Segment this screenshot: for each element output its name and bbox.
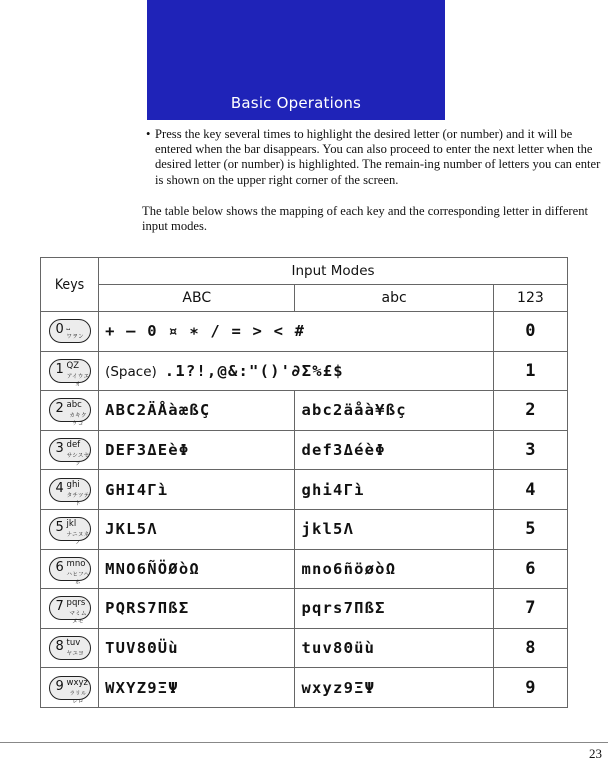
key-cell	[41, 509, 99, 549]
key-kana: タチツテト	[66, 492, 90, 507]
key-cell	[41, 549, 99, 589]
key-letters: QZ	[66, 360, 80, 371]
numeric-character: 3	[525, 440, 536, 461]
phone-key-icon	[49, 676, 91, 705]
lowercase-characters: def3ΔéèΦ	[301, 441, 386, 460]
key-letters: tuv	[66, 638, 81, 649]
table-row	[41, 628, 568, 668]
key-kana: マミムメモ	[69, 611, 87, 626]
table-row	[41, 668, 568, 708]
table-row	[41, 589, 568, 629]
lowercase-characters-cell	[295, 668, 493, 708]
lowercase-characters: ghi4Γì	[301, 480, 365, 499]
numeric-character: 8	[525, 638, 536, 659]
section-title: Basic Operations	[230, 94, 362, 112]
key-kana: ナニヌネノ	[66, 532, 90, 547]
phone-key-icon	[49, 319, 91, 343]
table-intro-paragraph: The table below shows the mapping of each key and the corresponding letter in different input modes.	[142, 204, 589, 234]
table-row	[41, 470, 568, 510]
uppercase-characters: MNO6ÑÖØòΩ	[105, 559, 200, 578]
key-cell	[41, 312, 99, 352]
section-banner	[147, 0, 445, 120]
uppercase-characters-cell	[99, 391, 295, 431]
uppercase-characters: WXYZ9ΞΨ	[105, 678, 179, 697]
table-row	[41, 509, 568, 549]
keys-column-header: Keys	[41, 258, 99, 312]
table-row	[41, 549, 568, 589]
lowercase-characters-cell	[295, 628, 493, 668]
key-kana: ラリルレロ	[69, 690, 87, 705]
phone-key-icon	[49, 359, 91, 388]
key-number: 4	[55, 480, 64, 496]
key-kana: カキクケコ	[69, 413, 87, 428]
key-number: 9	[55, 678, 64, 694]
mode-header-numeric: 123	[493, 285, 567, 312]
key-number: 5	[55, 520, 64, 536]
key-letters: abc	[66, 400, 82, 411]
key-cell	[41, 351, 99, 391]
numeric-character-cell	[493, 509, 567, 549]
mode-characters-cell	[99, 351, 494, 391]
uppercase-characters: + – 0 ¤ ∗ / = > < #	[105, 322, 306, 341]
numeric-character: 7	[525, 598, 536, 619]
key-kana: アイウエオ	[66, 373, 90, 388]
numeric-character-cell	[493, 351, 567, 391]
key-letters: wxyz	[66, 677, 89, 688]
numeric-character: 2	[525, 400, 536, 421]
numeric-character-cell	[493, 430, 567, 470]
key-kana: サシスセソ	[66, 453, 90, 468]
lowercase-characters-cell	[295, 589, 493, 629]
key-mapping-table	[40, 257, 568, 708]
table-row	[41, 312, 568, 352]
numeric-character: 4	[525, 479, 536, 500]
key-kana: ワヲン	[66, 334, 84, 341]
uppercase-characters: TUV8ΘÜù	[105, 639, 179, 658]
key-letters: pqrs	[66, 598, 86, 609]
numeric-character-cell	[493, 589, 567, 629]
uppercase-characters: DEF3ΔEèΦ	[105, 441, 190, 460]
space-label: (Space)	[105, 363, 157, 380]
uppercase-characters: GHI4Γì	[105, 480, 169, 499]
key-cell	[41, 589, 99, 629]
key-number: 3	[55, 441, 64, 457]
key-number: 8	[55, 639, 64, 655]
key-number: 2	[55, 401, 64, 417]
numeric-character-cell	[493, 312, 567, 352]
uppercase-characters-cell	[99, 470, 295, 510]
phone-key-icon	[49, 517, 91, 547]
key-number: 1	[55, 361, 64, 377]
key-cell	[41, 470, 99, 510]
lowercase-characters: abc2äåà¥ßç	[301, 401, 407, 420]
lowercase-characters-cell	[295, 430, 493, 470]
key-cell	[41, 668, 99, 708]
table-row	[41, 351, 568, 391]
lowercase-characters: mno6ñöøòΩ	[301, 559, 397, 578]
lowercase-characters-cell	[295, 549, 493, 589]
key-cell	[41, 628, 99, 668]
phone-key-icon	[49, 636, 91, 660]
key-cell	[41, 391, 99, 431]
key-kana: ハヒフヘホ	[66, 571, 90, 586]
key-mapping-rows	[41, 312, 568, 708]
lowercase-characters: wxyz9ΞΨ	[301, 678, 376, 697]
lowercase-characters: jkl5Λ	[301, 520, 355, 539]
numeric-character: 0	[525, 321, 536, 342]
key-cell	[41, 430, 99, 470]
instruction-bullet	[146, 127, 606, 188]
uppercase-characters: JKL5Λ	[105, 520, 158, 539]
key-number: 0	[55, 322, 64, 338]
footer-divider	[0, 742, 608, 743]
uppercase-characters-cell	[99, 430, 295, 470]
lowercase-characters-cell	[295, 470, 493, 510]
uppercase-characters-cell	[99, 549, 295, 589]
page-number: 23	[589, 746, 602, 761]
key-number: 6	[55, 559, 64, 575]
key-letters: ghi	[66, 479, 80, 490]
lowercase-characters: tuv8Θüù	[301, 639, 376, 658]
numeric-character: 6	[525, 558, 536, 579]
key-number: 7	[55, 599, 64, 615]
mode-header-lowercase: abc	[295, 285, 493, 312]
phone-key-icon	[49, 438, 91, 468]
numeric-character-cell	[493, 470, 567, 510]
bullet-dot-icon: •	[146, 127, 151, 141]
numeric-character-cell	[493, 391, 567, 431]
uppercase-characters-cell	[99, 589, 295, 629]
lowercase-characters-cell	[295, 509, 493, 549]
lowercase-characters: pqrs7ΠßΣ	[301, 599, 386, 618]
uppercase-characters: PQRS7ΠßΣ	[105, 599, 190, 618]
uppercase-characters: ABC2ÄÅàæßÇ	[105, 401, 211, 420]
key-letters: mno	[66, 558, 86, 569]
table-row	[41, 430, 568, 470]
mode-header-uppercase: ABC	[99, 285, 295, 312]
table-row	[41, 391, 568, 431]
numeric-character-cell	[493, 549, 567, 589]
lowercase-characters-cell	[295, 391, 493, 431]
numeric-character-cell	[493, 628, 567, 668]
uppercase-characters-cell	[99, 509, 295, 549]
uppercase-characters-cell	[99, 628, 295, 668]
mode-characters-cell	[99, 312, 494, 352]
bullet-text: Press the key several times to highlight the desired letter (or number) and it will be entered when the bar disappears. You can also proceed to enter the next letter when the desired letter (or number) is highlighted. The remain-ing number of letters you can enter is shown on the upper right corner of the screen.	[155, 127, 601, 187]
key-letters: ⎵	[66, 321, 70, 332]
numeric-character-cell	[493, 668, 567, 708]
numeric-character: 9	[525, 677, 536, 698]
uppercase-characters: .1?!,@&:"()'∂Σ%£$	[164, 361, 344, 380]
numeric-character: 1	[525, 360, 536, 381]
phone-key-icon	[49, 478, 91, 507]
phone-key-icon	[49, 398, 91, 428]
key-kana: ヤユヨ	[66, 651, 84, 658]
key-letters: def	[66, 440, 81, 451]
numeric-character: 5	[525, 519, 536, 540]
key-letters: jkl	[66, 519, 77, 530]
phone-key-icon	[49, 557, 91, 586]
uppercase-characters-cell	[99, 668, 295, 708]
phone-key-icon	[49, 596, 91, 626]
input-modes-header: Input Modes	[99, 258, 568, 285]
